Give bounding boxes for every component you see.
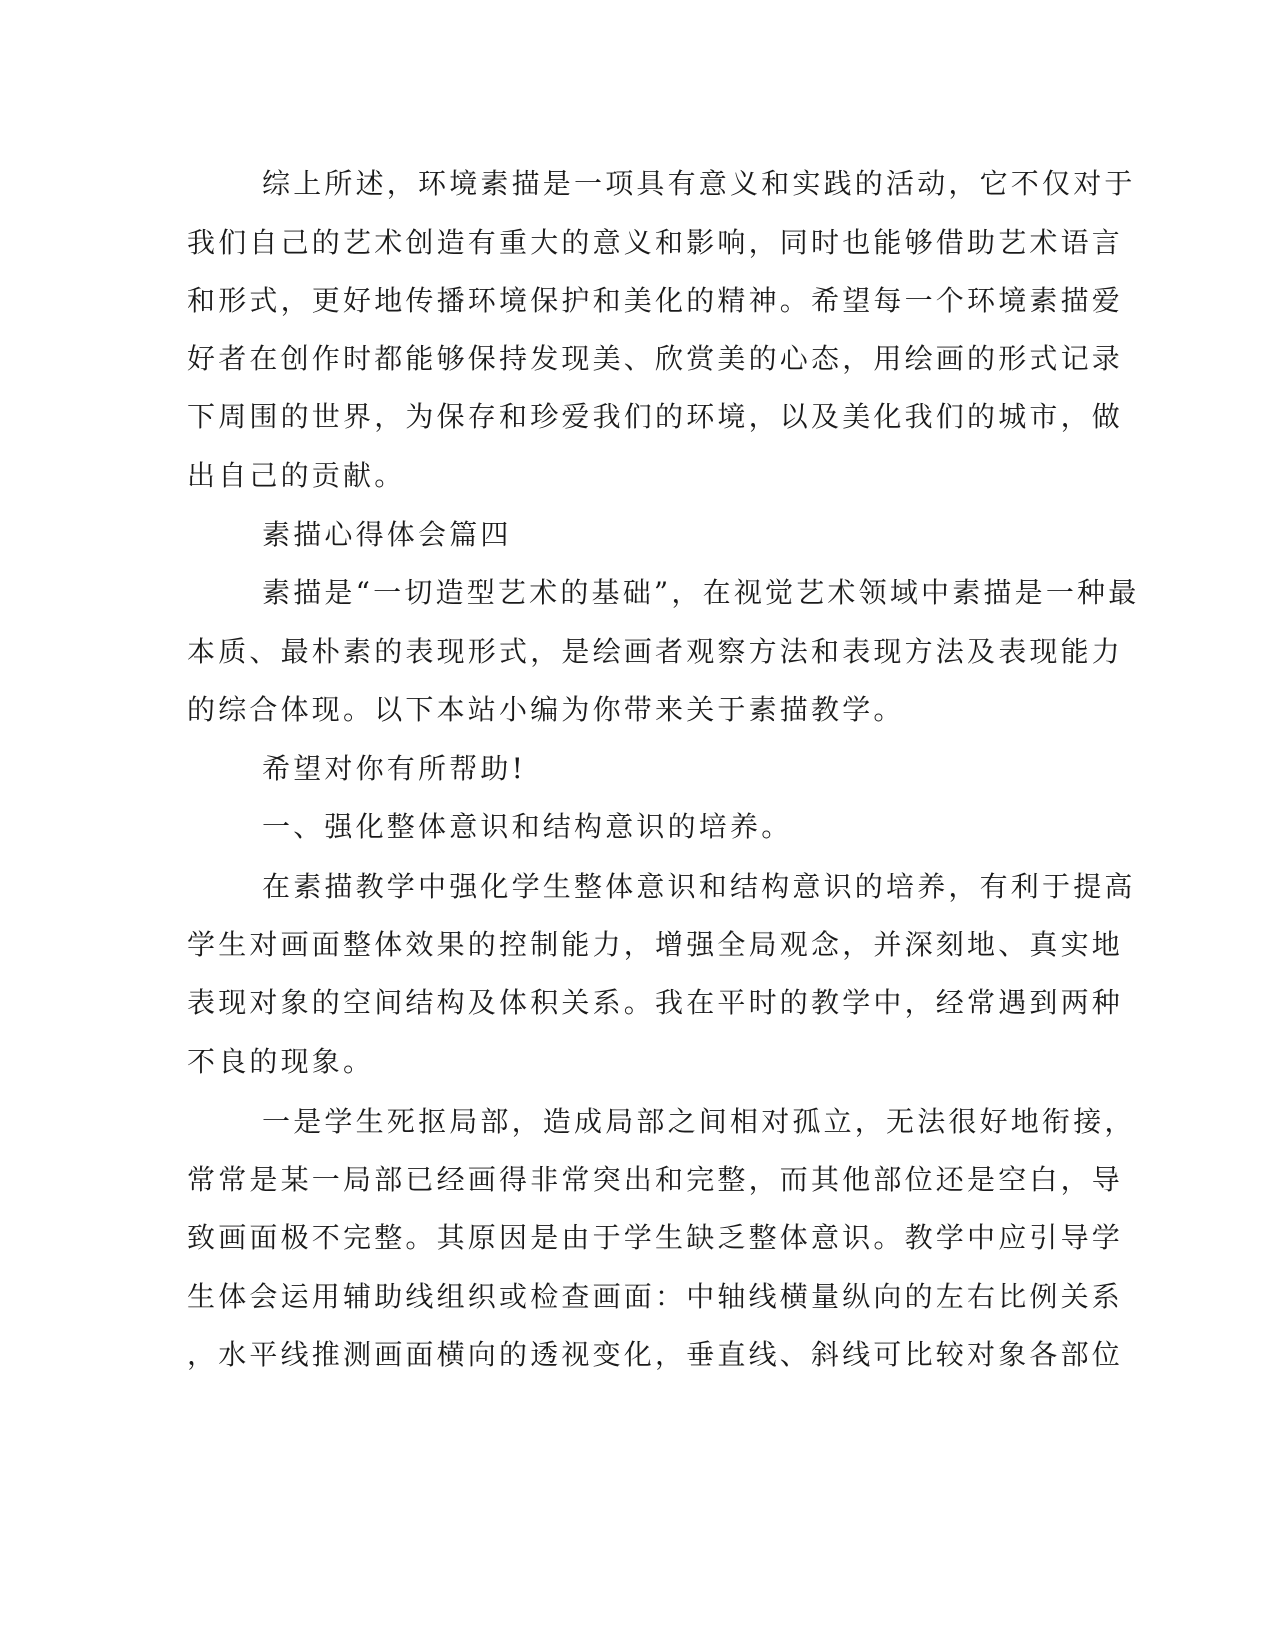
section-heading: 素描心得体会篇四	[262, 518, 512, 551]
paragraph-summary-line-6: 出自己的贡献。	[187, 459, 406, 492]
paragraph-teaching-line-1: 在素描教学中强化学生整体意识和结构意识的培养，有利于提高	[262, 870, 1136, 903]
paragraph-problem-line-4: 生体会运用辅助线组织或检查画面：中轴线横量纵向的左右比例关系	[187, 1280, 1124, 1313]
paragraph-summary-line-1: 综上所述，环境素描是一项具有意义和实践的活动，它不仅对于	[262, 167, 1136, 200]
paragraph-summary-line-3: 和形式，更好地传播环境保护和美化的精神。希望每一个环境素描爱	[187, 284, 1124, 317]
paragraph-summary-line-2: 我们自己的艺术创造有重大的意义和影响，同时也能够借助艺术语言	[187, 226, 1124, 259]
paragraph-intro-line-2: 本质、最朴素的表现形式，是绘画者观察方法和表现方法及表现能力	[187, 635, 1124, 668]
paragraph-summary-line-4: 好者在创作时都能够保持发现美、欣赏美的心态，用绘画的形式记录	[187, 342, 1124, 375]
paragraph-problem-line-1: 一是学生死抠局部，造成局部之间相对孤立，无法很好地衔接，	[262, 1105, 1136, 1138]
paragraph-problem-line-3: 致画面极不完整。其原因是由于学生缺乏整体意识。教学中应引导学	[187, 1221, 1124, 1254]
paragraph-summary-line-5: 下周围的世界，为保存和珍爱我们的环境，以及美化我们的城市，做	[187, 400, 1124, 433]
paragraph-teaching-line-3: 表现对象的空间结构及体积关系。我在平时的教学中，经常遇到两种	[187, 986, 1124, 1019]
paragraph-teaching-line-4: 不良的现象。	[187, 1045, 375, 1078]
paragraph-problem-line-2: 常常是某一局部已经画得非常突出和完整，而其他部位还是空白，导	[187, 1163, 1124, 1196]
paragraph-wish: 希望对你有所帮助!	[262, 752, 527, 785]
paragraph-intro-line-1: 素描是“一切造型艺术的基础”，在视觉艺术领域中素描是一种最	[262, 576, 1140, 609]
paragraph-intro-line-3: 的综合体现。以下本站小编为你带来关于素描教学。	[187, 693, 905, 726]
paragraph-teaching-line-2: 学生对画面整体效果的控制能力，增强全局观念，并深刻地、真实地	[187, 928, 1124, 961]
subheading-one: 一、强化整体意识和结构意识的培养。	[262, 810, 793, 843]
paragraph-problem-line-5: ，水平线推测画面横向的透视变化，垂直线、斜线可比较对象各部位	[187, 1338, 1124, 1371]
